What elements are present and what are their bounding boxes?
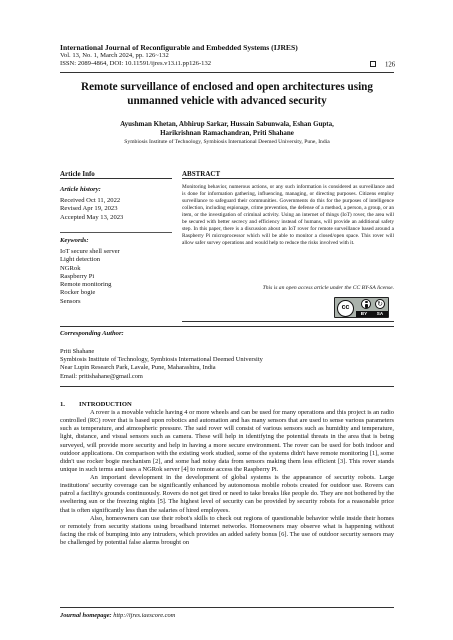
abstract-divider	[182, 321, 394, 322]
affiliation: Symbiosis Institute of Technology, Symbiosis International Deemed University, Pune, India	[124, 139, 330, 145]
keyword-item: IoT secure shell server	[60, 248, 120, 255]
abstract-text: Monitoring behavior, numerous actions, or any such information is considered as surveillance and is done for information gathering, influencing, managing, or directing purposes. Citizens employ surveillance to safeguard their communities. Governments do this for the purposes of intelligence collection, including espionage, crime prevention, the defense of a method, a person, a group, or an item, or the investigation of criminal activity. Using an internet of things (IoT) rover, the area will be secured with better secrecy and efficiency instead of humans, will provide an additional safety step. In this paper, there is a discussion about an IoT rover for remote surveillance based around a Raspberry Pi microprocessor which will be able to monitor a closed/open space. This rover will allow safer survey operations and would help to reduce the risks involved with it.	[182, 184, 394, 247]
abstract-heading: ABSTRACT	[182, 170, 394, 179]
body-paragraph: A rover is a movable vehicle having 4 or more wheels and can be used for many operations and this project is an radio controlled (RC) rover that is based upon robotics and automation and has many sensors that are used to sense various parameters such as temperature, and atmospheric pressure. The said rover will consist of various sensors such as humidity and temperature, light, distance, and visual sensors such as camera. These will help in identifying the potential threats in the area that is being surveyed, will provide more security and help in having a more secure environment. The rover can be used for both indoor and outdoor applications. On comparison with the existing work studied, some of the systems didn't have remote monitoring [1], some didn't use rocker bogie mechanism [2], and some had noisy data from sensors making them less efficient [3]. This rover stands unique in such terms and uses a NGRok server [4] to remote access the Raspberry Pi.	[60, 409, 394, 473]
corresponding-name: Priti Shahane	[60, 348, 95, 355]
keyword-item: NGRok	[60, 264, 81, 272]
page-number	[370, 61, 394, 69]
history-divider	[60, 232, 172, 233]
journal-name: International Journal of Reconfigurable and Embedded Systems (IJRES)	[60, 43, 298, 52]
article-title	[60, 81, 394, 108]
history-received: Received Oct 11, 2022	[60, 197, 121, 204]
history-accepted: Accepted May 13, 2023	[60, 213, 124, 221]
cc-icon: cc	[337, 300, 354, 317]
keyword-item: Light detection	[60, 256, 101, 264]
corresponding-author-details	[60, 348, 394, 381]
corresponding-divider	[60, 386, 394, 387]
author-list	[60, 120, 394, 137]
keyword-item: Remote monitoring	[60, 281, 112, 289]
corresponding-address: Near Lupin Research Park, Lavale, Pune, Maharashtra, India	[60, 364, 216, 372]
cc-label-strip	[356, 311, 388, 317]
homepage-link[interactable]: http://ijres.iaescore.com	[113, 612, 176, 619]
section-heading-introduction	[60, 401, 132, 409]
checkbox-square-icon	[370, 61, 376, 67]
keywords-label: Keywords:	[60, 237, 89, 244]
page-number-text: 126	[385, 61, 396, 69]
cc-by-label: BY	[360, 311, 368, 316]
authors-line-2: Harikrishnan Ramachandran, Priti Shahane	[160, 128, 294, 137]
header-divider	[60, 72, 394, 73]
keyword-item: Raspberry Pi	[60, 272, 95, 280]
journal-header	[60, 43, 400, 68]
article-history	[60, 186, 172, 222]
section-title: INTRODUCTION	[79, 401, 132, 408]
title-line-2: unmanned vehicle with advanced security	[127, 94, 327, 107]
authors-line-1: Ayushman Khetan, Abhirup Sarkar, Hussain Sabunwala, Eshan Gupta,	[120, 120, 334, 128]
footer-divider	[60, 607, 394, 608]
share-alike-icon: ↻	[375, 299, 385, 309]
keyword-item: Sensors	[60, 297, 81, 305]
journal-homepage-footer: Journal homepage: http://ijres.iaescore.com	[60, 612, 176, 619]
keyword-item: Rocker bogie	[60, 289, 96, 297]
body-paragraph: An important development in the development of global systems is the appearance of security robots. Large institutions' security coverage can be significantly enhanced by autonomous mobile robots created for outdoor use. Rovers can patrol a facility's grounds continuously. Rovers do not get tired or need to take breaks like people do. They are not bothered by the sweltering sun or the freezing nights [5]. The highest level of security can be provided by security robots for a reasonable price that is often significantly less than the salaries of hired employees.	[60, 474, 394, 514]
history-revised: Revised Apr 19, 2023	[60, 205, 118, 213]
license-notice: This is an open access article under the CC BY-SA license.	[262, 285, 394, 291]
corresponding-author-label: Corresponding Author:	[60, 326, 394, 338]
keywords-block	[60, 237, 172, 306]
section-number: 1.	[60, 401, 65, 408]
cc-sa-label: SA	[376, 311, 384, 316]
cc-by-sa-badge[interactable]	[334, 297, 389, 318]
article-info-heading: Article Info	[60, 170, 172, 179]
footer-label: Journal homepage	[60, 612, 110, 619]
history-label: Article history:	[60, 186, 101, 193]
body-paragraph: Also, homeowners can use their robot's skills to check out regions of questionable behavior while inside their homes or remotely from security stations using broadband internet networks. Homeowners may observe what is happening without facing the risk of bumping into any intruders, which provides an added safety bonus [6]. The use of outdoor security sensors may be challenged by potential false alarms brought on	[60, 514, 394, 546]
corresponding-institute: Symbiosis Institute of Technology, Symbiosis International Deemed University	[60, 356, 263, 364]
introduction-body	[60, 409, 394, 547]
title-line-1: Remote surveillance of enclosed and open architectures using	[81, 81, 373, 93]
issn-doi-line: ISSN: 2089-4864, DOI: 10.11591/ijres.v13.i1.pp126-132	[60, 60, 212, 67]
corresponding-email[interactable]: Email: pritishahane@gmail.com	[60, 372, 143, 380]
attribution-person-icon	[361, 299, 371, 309]
volume-line: Vol. 13, No. 1, March 2024, pp. 126~132	[60, 52, 169, 59]
